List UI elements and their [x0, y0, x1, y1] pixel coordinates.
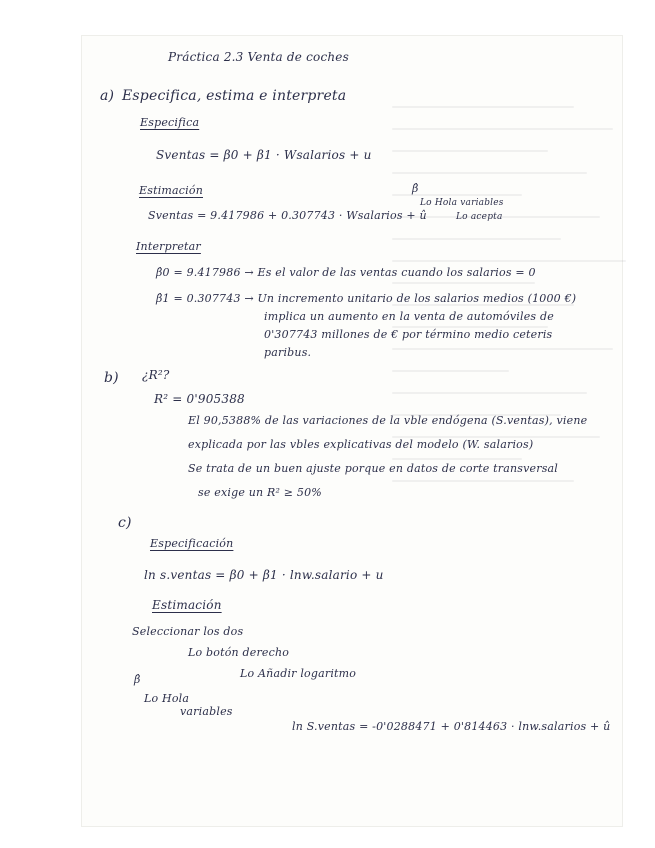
- part-b-marker: b): [104, 370, 119, 386]
- page-title: Práctica 2.3 Venta de coches: [168, 50, 349, 64]
- part-b-line4: se exige un R² ≥ 50%: [198, 486, 322, 499]
- part-c-step1: Seleccionar los dos: [132, 625, 244, 638]
- part-c-symbol: β̂: [134, 673, 141, 686]
- part-a-interp-b1-line3: 0'307743 millones de € por término medio ceteris: [264, 328, 553, 341]
- part-a-interp-b1-line4: paribus.: [264, 346, 312, 359]
- part-a-spec-label: Especifica: [140, 116, 200, 129]
- part-c-step2: Lo botón derecho: [188, 646, 290, 659]
- part-c-step4: Lo Hola: [144, 692, 190, 705]
- part-a-note-1: Lo Hola variables: [420, 198, 504, 208]
- part-a-interp-label: Interpretar: [136, 240, 201, 253]
- part-b-line1: El 90,5388% de las variaciones de la vble endógena (S.ventas), viene: [188, 414, 588, 427]
- part-a-note-2: Lo acepta: [456, 212, 503, 222]
- part-a-est-equation: Sventas = 9.417986 + 0.307743 · Wsalarios + û: [148, 209, 427, 222]
- part-a-interp-b1: β̂1 = 0.307743 → Un incremento unitario de los salarios medios (1000 €): [156, 292, 577, 305]
- part-a-marker: a): [100, 88, 115, 104]
- bleed-through-marks: [392, 86, 652, 686]
- part-c-est-label: Estimación: [152, 598, 222, 612]
- part-c-step5: variables: [180, 705, 233, 718]
- part-a-spec-equation: Sventas = β0 + β1 · Wsalarios + u: [156, 148, 372, 162]
- part-a-note-symbol: β̂: [412, 182, 419, 195]
- part-c-final-equation: ln S.ventas = -0'0288471 + 0'814463 · lnw.salarios + û: [292, 720, 611, 733]
- part-a-heading: Especifica, estima e interpreta: [122, 88, 347, 104]
- part-a-interp-b1-line2: implica un aumento en la venta de automóviles de: [264, 310, 554, 323]
- part-b-line2: explicada por las vbles explicativas del modelo (W. salarios): [188, 438, 534, 451]
- part-a-est-label: Estimación: [139, 184, 203, 197]
- part-c-marker: c): [118, 515, 132, 531]
- part-c-spec-equation: ln s.ventas = β0 + β1 · lnw.salario + u: [144, 568, 384, 582]
- part-b-line3: Se trata de un buen ajuste porque en datos de corte transversal: [188, 462, 559, 475]
- part-b-question: ¿R²?: [142, 368, 170, 382]
- part-c-spec-label: Especificación: [150, 537, 234, 550]
- part-b-value: R² = 0'905388: [154, 392, 245, 406]
- part-c-step3: Lo Añadir logaritmo: [240, 667, 357, 680]
- part-a-interp-b0: β̂0 = 9.417986 → Es el valor de las ventas cuando los salarios = 0: [156, 266, 536, 279]
